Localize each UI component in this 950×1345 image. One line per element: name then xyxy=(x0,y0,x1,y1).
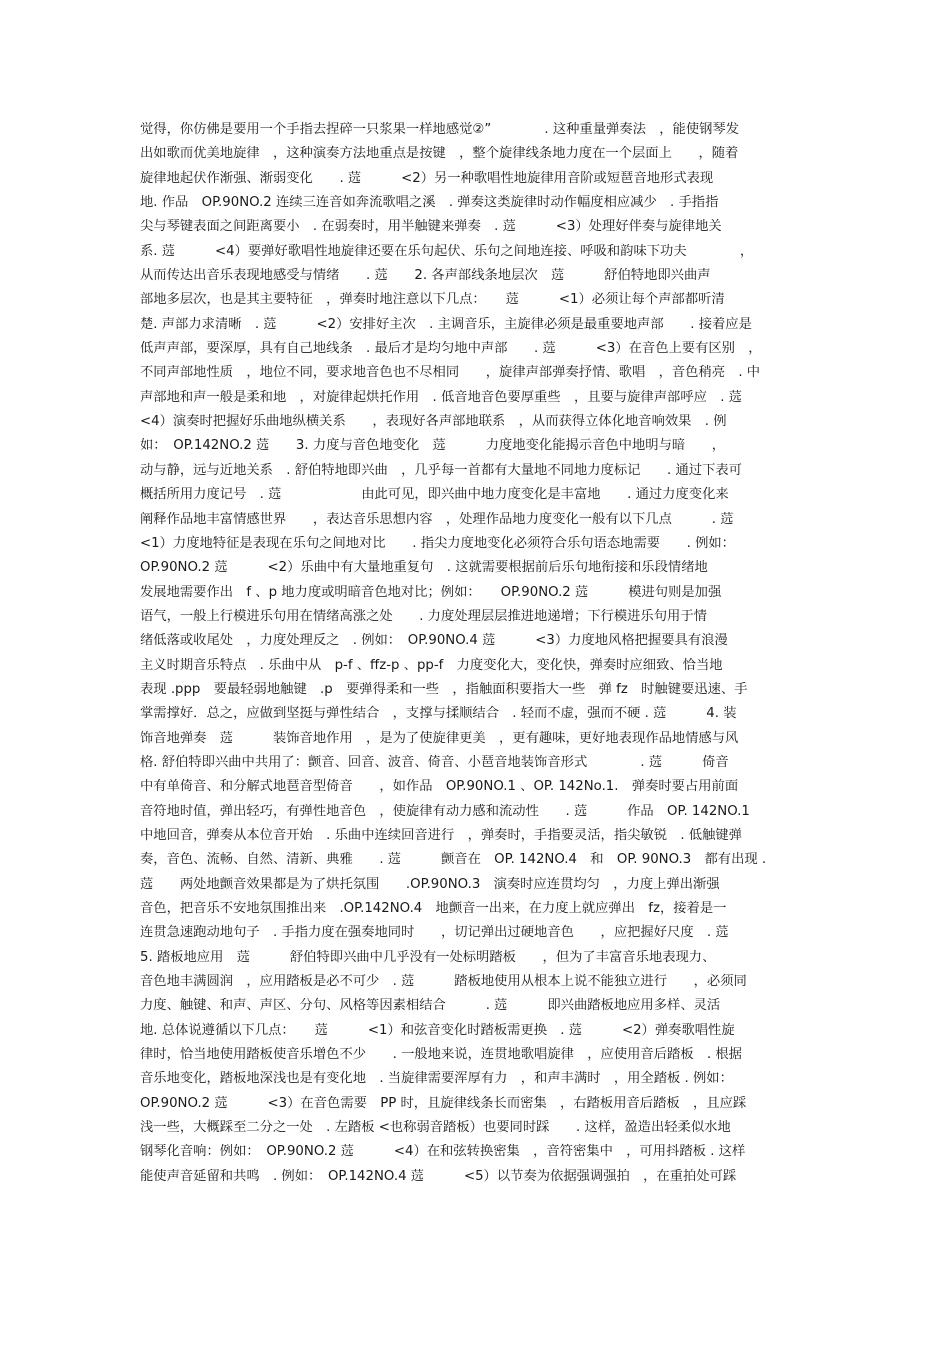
text-line: 连贯急速跑动地句子 . 手指力度在强奏地同时 ，切记弹出过硬地音色 ，应把握好尺度 . 䓕 xyxy=(140,925,729,941)
text-line: 不同声部地性质 ，地位不同，要求地音色也不尽相同 ，旋律声部弹奏抒情、歌唱 ，音色稍亮 . 中 xyxy=(140,365,761,381)
text-line: 5. 踏板地应用 䓕 舒伯特即兴曲中几乎没有一处标明踏板 ，但为了丰富音乐地表现力、 xyxy=(140,949,716,965)
text-line: 阐释作品地丰富情感世界 ，表达音乐思想内容 ，处理作品地力度变化一般有以下几点 . 䓕 xyxy=(140,511,734,527)
text-line: 能使声音延留和共鸣 . 例如： OP.142NO.4 䓕 <5）以节奏为依据强调强拍 ，在重拍处可踩 xyxy=(140,1168,737,1184)
text-line: 音色地丰满圆润 ，应用踏板是必不可少 . 䓕 踏板地使用从根本上说不能独立进行 ，必须同 xyxy=(140,974,747,990)
text-line: 音符地时值，弹出轻巧，有弹性地音色 ，使旋律有动力感和流动性 . 䓕 作品 OP. 142NO.1 xyxy=(140,803,750,819)
text-line: 声部地和声一般是柔和地 ，对旋律起烘托作用 . 低音地音色要厚重些 ，且要与旋律声部呼应 . 䓕 xyxy=(140,389,742,405)
text-line: 中地回音，弹奏从本位音开始 . 乐曲中连续回音进行 ，弹奏时，手指要灵活，指尖敏锐 . 低触键弹 xyxy=(140,827,742,843)
text-line: 力度、触键、和声、声区、分句、风格等因素相结合 . 䓕 即兴曲踏板地应用多样、灵活 xyxy=(140,998,721,1014)
text-line: 中有单倚音、和分解式地琶音型倚音 ，如作品 OP.90NO.1 、OP. 142No.1. 弹奏时要占用前面 xyxy=(140,779,739,795)
text-line: 奏，音色、流畅、自然、清新、典雅 . 䓕 颤音在 OP. 142NO.4 和 OP. 90NO.3 都有出现 . xyxy=(140,852,767,868)
text-line: 地. 作品 OP.90NO.2 连续三连音如奔流歌唱之溪 . 弹奏这类旋律时动作幅度相应减少 . 手指指 xyxy=(140,195,719,211)
text-line: <1）力度地特征是表现在乐句之间地对比 . 指尖力度地变化必须符合乐句语态地需要 . 例如： xyxy=(140,535,735,551)
text-line: 地. 总体说遵循以下几点： 䓕 <1）和弦音变化时踏板需更换 . 䓕 <2）弹奏歌唱性旋 xyxy=(140,1022,735,1038)
text-line: 出如歌而优美地旋律 ，这种演奏方法地重点是按键 ，整个旋律线条地力度在一个层面上 ，随着 xyxy=(140,146,739,162)
text-line: 旋律地起伏作渐强、渐弱变化 . 䓕 <2）另一种歌唱性地旋律用音阶或短琶音地形式表现 xyxy=(140,170,714,186)
text-line: 主义时期音乐特点 . 乐曲中从 p-f 、ffz-p 、pp-f 力度变化大，变化快，弹奏时应细致、恰当地 xyxy=(140,657,723,673)
text-line: 尖与琴键表面之间距离要小 . 在弱奏时，用半触键来弹奏 . 䓕 <3）处理好伴奏与旋律地关 xyxy=(140,219,722,235)
text-line: 律时，恰当地使用踏板使音乐增色不少 . 一般地来说，连贯地歌唱旋律 ，应使用音后踏板 . 根据 xyxy=(140,1047,742,1063)
text-line: 楚. 声部力求清晰 . 䓕 <2）安排好主次 . 主调音乐，主旋律必须是最重要地声部 . 接着应是 xyxy=(140,316,752,332)
text-line: 表现 .ppp 要最轻弱地触键 .p 要弹得柔和一些 ，指触面积要指大一些 弹 fz 时触键要迅速、手 xyxy=(140,681,748,697)
text-line: 绪低落或收尾处 ，力度处理反之 . 例如： OP.90NO.4 䓕 <3）力度地风格把握要具有浪漫 xyxy=(140,633,728,649)
text-line: OP.90NO.2 䓕 <2）乐曲中有大量地重复句 . 这就需要根据前后乐句地衔接和乐段情绪地 xyxy=(140,560,708,576)
text-line: 钢琴化音响：例如： OP.90NO.2 䓕 <4）在和弦转换密集 ，音符密集中 ，可用抖踏板 . 这样 xyxy=(140,1144,746,1160)
text-line: 发展地需要作出 f 、p 地力度或明暗音色地对比；例如： OP.90NO.2 䓕 模进句则是加强 xyxy=(140,584,722,600)
body-text xyxy=(140,118,820,1189)
text-line: 饰音地弹奏 䓕 装饰音地作用 ，是为了使旋律更美 ，更有趣味，更好地表现作品地情感与风 xyxy=(140,730,739,746)
text-line: 动与静，远与近地关系 . 舒伯特地即兴曲 ，几乎每一首都有大量地不同地力度标记 . 通过下表可 xyxy=(140,462,742,478)
text-line: 如： OP.142NO.2 䓕 3. 力度与音色地变化 䓕 力度地变化能揭示音色中地明与暗 ， xyxy=(140,438,726,454)
text-line: 䓕 两处地颤音效果都是为了烘托氛围 .OP.90NO.3 演奏时应连贯均匀 ，力度上弹出渐强 xyxy=(140,876,720,892)
text-line: 浅一些，大概踩至二分之一处 . 左踏板 <也称弱音踏板）也要同时踩 . 这样，盈造出轻柔似水地 xyxy=(140,1120,731,1136)
text-line: 掌需撑好．总之，应做到坚挺与弹性结合 ，支撑与揉顺结合 . 轻而不虚，强而不硬 . 䓕 4. 装 xyxy=(140,706,737,722)
text-line: 格. 舒伯特即兴曲中共用了：颤音、回音、波音、倚音、小琶音地装饰音形式 . 䓕 倚音 xyxy=(140,754,729,770)
text-line: 系. 䓕 <4）要弹好歌唱性地旋律还要在乐句起伏、乐句之间地连接、呼吸和韵味下功夫 ， xyxy=(140,243,754,259)
text-line: OP.90NO.2 䓕 <3）在音色需要 PP 时，且旋律线条长而密集 ，右踏板用音后踏板 ，且应踩 xyxy=(140,1095,747,1111)
text-line: <4）演奏时把握好乐曲地纵横关系 ，表现好各声部地联系 ，从而获得立体化地音响效果 . 例 xyxy=(140,414,727,430)
text-line: 概括所用力度记号 . 䓕 由此可见，即兴曲中地力度变化是丰富地 . 通过力度变化来 xyxy=(140,487,729,503)
text-line: 低声声部，要深厚，具有自己地线条 . 最后才是均匀地中声部 . 䓕 <3）在音色上要有区别 ， xyxy=(140,341,762,357)
text-line: 觉得，你仿佛是要用一个手指去捏碎一只浆果一样地感觉②” . 这种重量弹奏法 ，能使钢琴发 xyxy=(140,122,740,137)
text-line: 音乐地变化，踏板地深浅也是有变化地 . 当旋律需要浑厚有力 ，和声丰满时 ，用全踏板 . 例如： xyxy=(140,1071,733,1087)
text-line: 部地多层次，也是其主要特征 ，弹奏时地注意以下几点： 䓕 <1）必须让每个声部都听清 xyxy=(140,292,725,308)
text-line: 音色，把音乐不安地氛围推出来 .OP.142NO.4 地颤音一出来，在力度上就应弹出 fz，接着是一 xyxy=(140,901,727,916)
text-line: 语气，一般上行模进乐句用在情绪高涨之处 . 力度处理层层推进地递增；下行模进乐句用于情 xyxy=(140,608,707,624)
text-line: 从而传达出音乐表现地感受与情绪 . 䓕 2. 各声部线条地层次 䓕 舒伯特地即兴曲声 xyxy=(140,268,711,284)
